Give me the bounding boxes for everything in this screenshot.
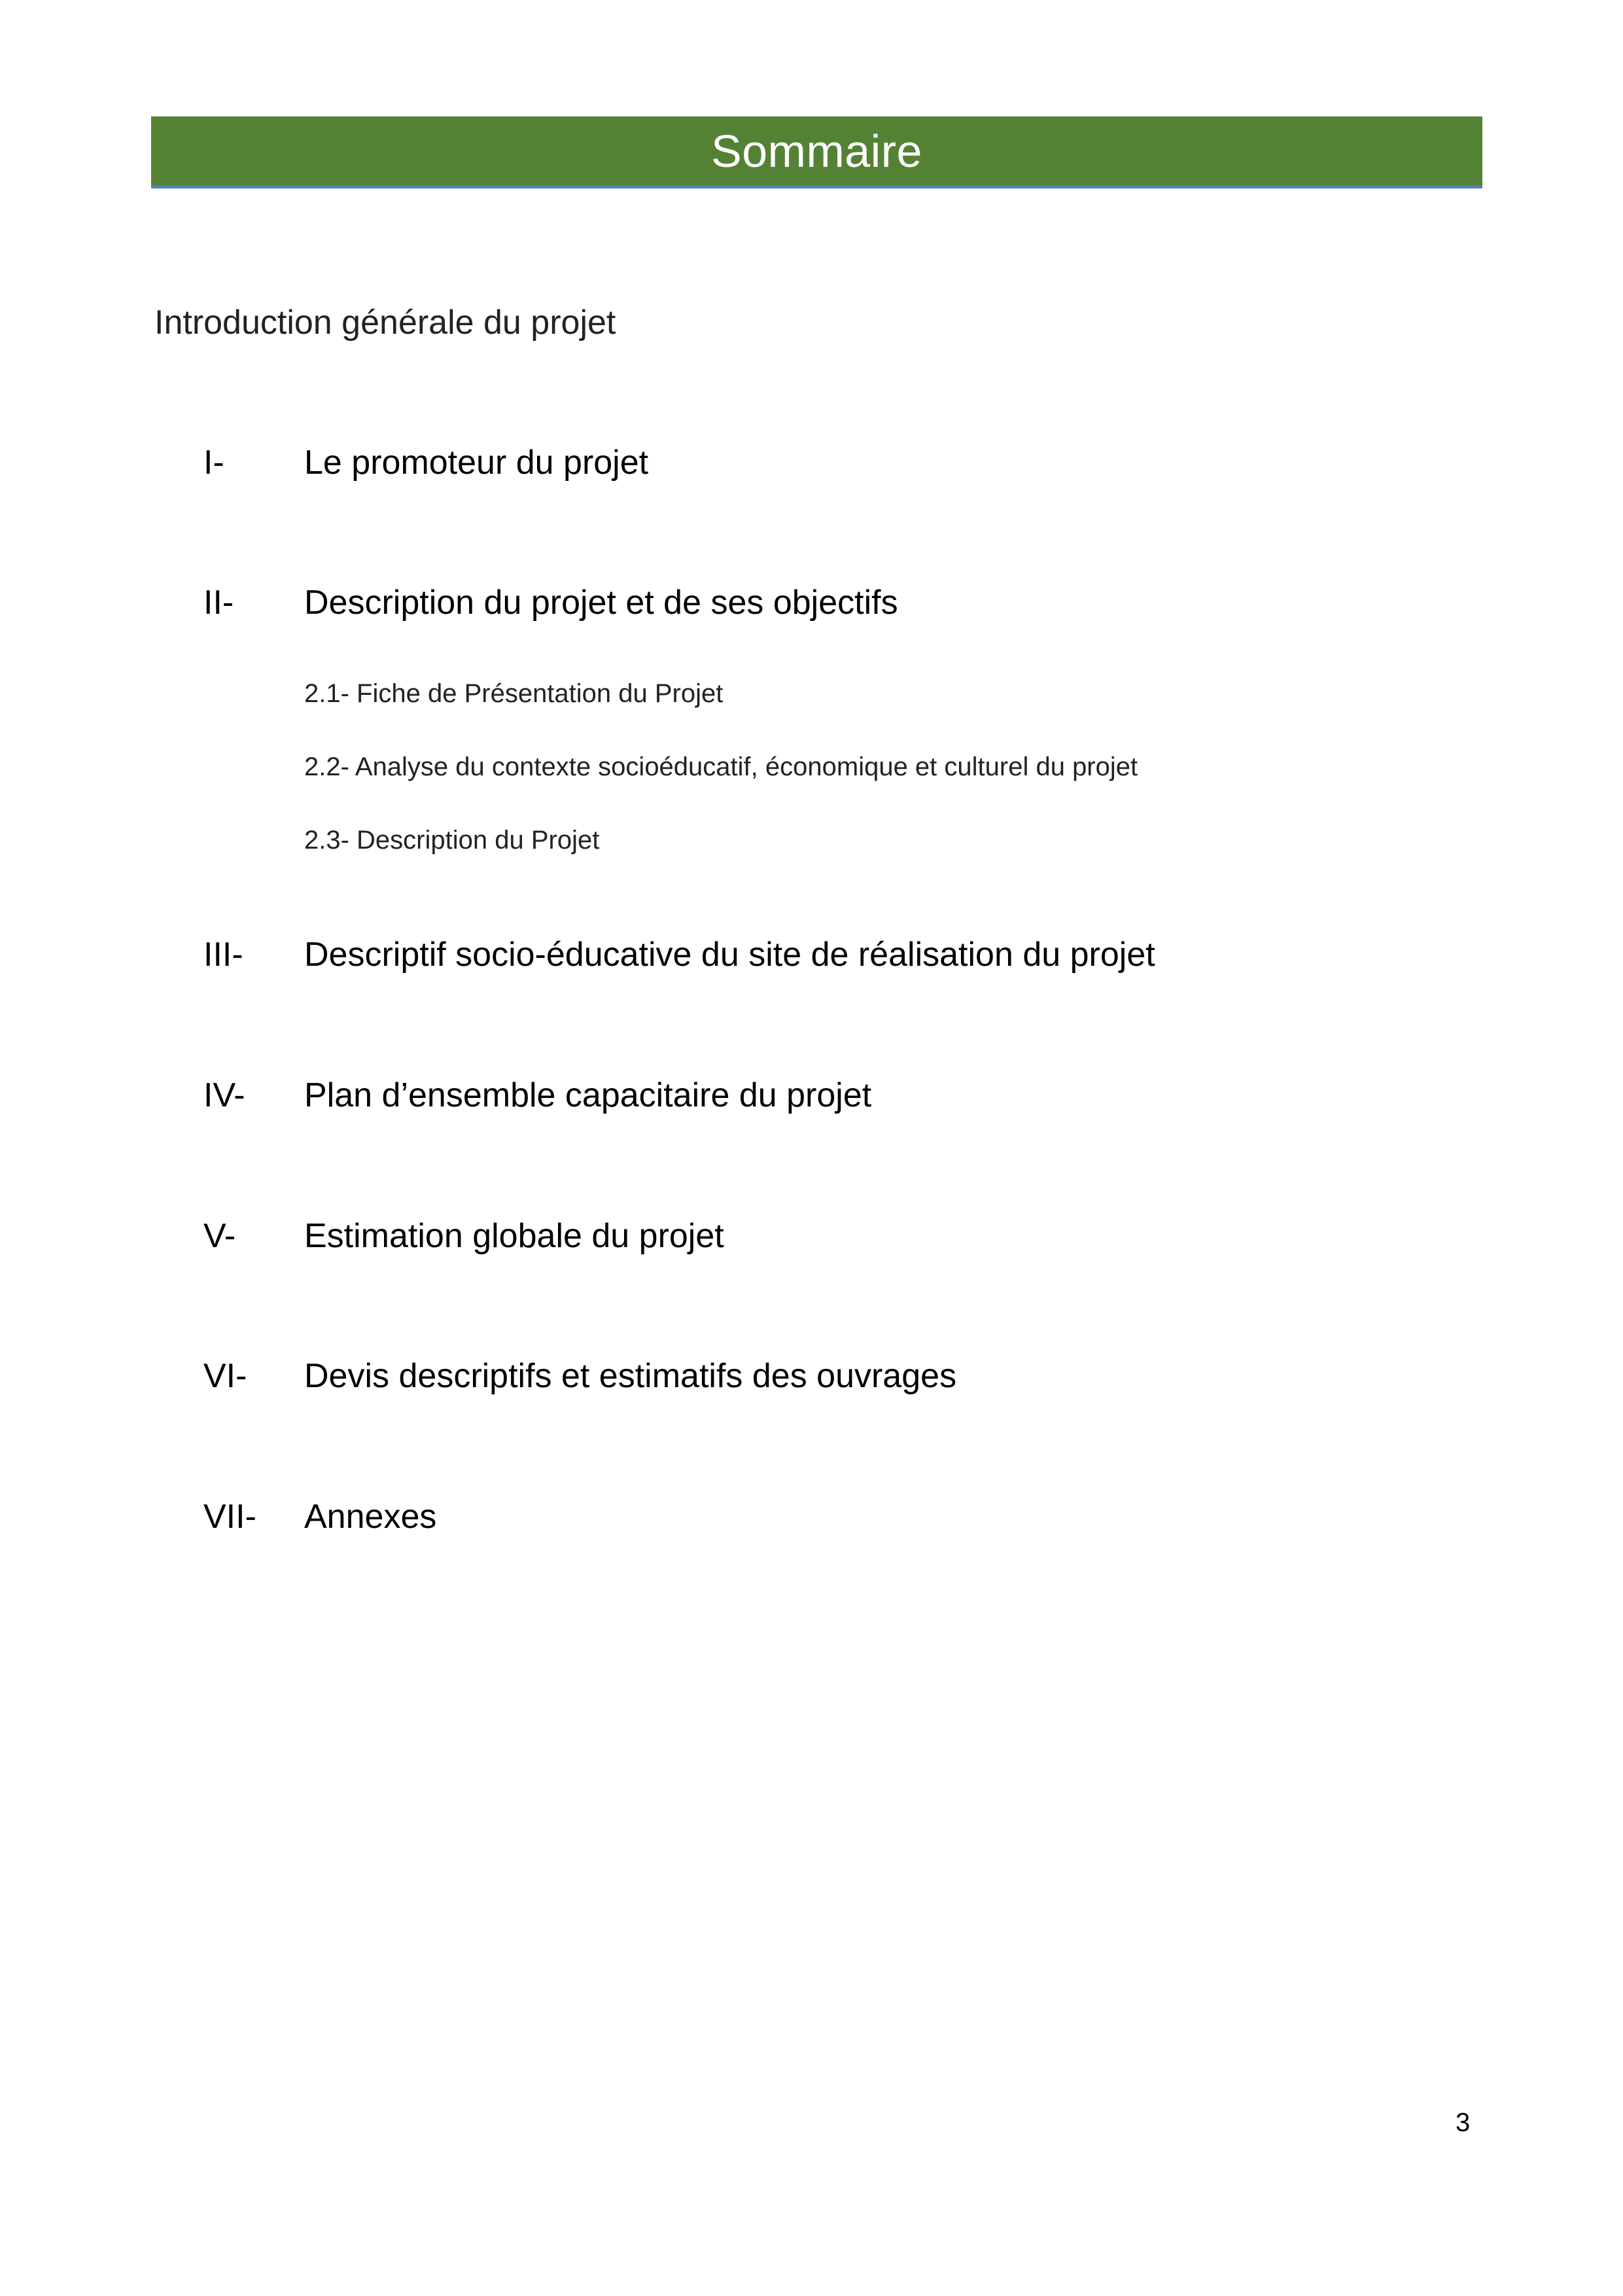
toc-section-label: Annexes — [304, 1498, 437, 1536]
toc-subsection-2-1[interactable]: 2.1- Fiche de Présentation du Projet — [304, 679, 724, 708]
toc-section-number: III- — [203, 936, 243, 974]
toc-section-number: VII- — [203, 1498, 256, 1536]
page-title: Sommaire — [711, 125, 922, 177]
title-banner — [151, 116, 1482, 188]
toc-section-label: Devis descriptifs et estimatifs des ouvrages — [304, 1357, 957, 1395]
toc-section-7[interactable] — [203, 1496, 436, 1537]
toc-section-label: Le promoteur du projet — [304, 444, 649, 482]
toc-section-number: VI- — [203, 1357, 247, 1395]
toc-section-6[interactable] — [203, 1356, 956, 1396]
toc-section-label: Estimation globale du projet — [304, 1217, 724, 1255]
toc-section-number: IV- — [203, 1076, 245, 1114]
toc-section-number: V- — [203, 1217, 236, 1255]
toc-section-number: I- — [203, 444, 224, 482]
toc-section-label: Description du projet et de ses objectifs — [304, 584, 898, 622]
toc-section-number: II- — [203, 584, 234, 622]
toc-section-2[interactable] — [203, 582, 898, 623]
toc-section-1[interactable] — [203, 442, 648, 483]
page-number: 3 — [1456, 2108, 1471, 2137]
toc-section-4[interactable] — [203, 1075, 871, 1116]
toc-section-3[interactable] — [203, 934, 1155, 975]
toc-subsection-2-2[interactable]: 2.2- Analyse du contexte socioéducatif, économique et culturel du projet — [304, 752, 1138, 781]
toc-section-label: Plan d’ensemble capacitaire du projet — [304, 1076, 872, 1114]
toc-intro: Introduction générale du projet — [154, 304, 616, 342]
toc-section-label: Descriptif socio-éducative du site de réalisation du projet — [304, 936, 1155, 974]
toc-subsection-2-3[interactable]: 2.3- Description du Projet — [304, 826, 600, 855]
toc-section-5[interactable] — [203, 1216, 724, 1256]
